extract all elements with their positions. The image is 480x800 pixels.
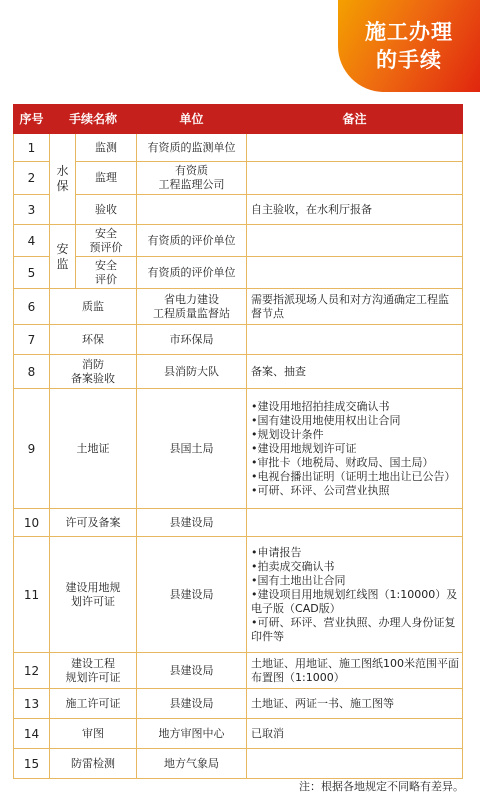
title-badge [338, 0, 480, 92]
group-water-conservation: 水 保 [50, 134, 76, 225]
row-note-list [247, 389, 463, 509]
footnote: 注：根据各地规定不同略有差异。 [299, 780, 464, 793]
list-item: •规划设计条件 [251, 427, 324, 441]
row-unit: 地方气象局 [137, 749, 247, 779]
row-name: 施工许可证 [50, 689, 137, 719]
header-index: 序号 [14, 105, 50, 134]
row-note [247, 749, 463, 779]
table-row [14, 509, 463, 537]
row-note [247, 325, 463, 355]
row-name: 环保 [50, 325, 137, 355]
row-note [247, 257, 463, 289]
row-index: 3 [14, 195, 50, 225]
row-unit: 地方审图中心 [137, 719, 247, 749]
list-item: •审批卡（地税局、财政局、国土局） [251, 455, 434, 469]
row-unit: 有资质的评价单位 [137, 257, 247, 289]
list-item: •建设用地规划许可证 [251, 441, 357, 455]
row-name: 安全 评价 [76, 257, 137, 289]
list-item: •电视台播出证明（证明土地出让已公告） [251, 469, 456, 483]
table-row [14, 389, 463, 509]
row-note: 土地证、用地证、施工图纸100米范围平面布置图（1:1000） [247, 653, 463, 689]
group-safety-supervision: 安 监 [50, 225, 76, 289]
title-line-2: 的手续 [376, 48, 442, 72]
row-note: 自主验收，在水利厅报备 [247, 195, 463, 225]
row-unit: 县国土局 [137, 389, 247, 509]
row-unit: 县建设局 [137, 689, 247, 719]
row-unit: 有资质的评价单位 [137, 225, 247, 257]
row-name: 建设工程 规划许可证 [50, 653, 137, 689]
table-row [14, 257, 463, 289]
row-name: 消防 备案验收 [50, 355, 137, 389]
list-item: •可研、环评、公司营业执照 [251, 483, 390, 497]
procedures-table [13, 104, 463, 779]
row-index: 9 [14, 389, 50, 509]
row-index: 4 [14, 225, 50, 257]
row-index: 7 [14, 325, 50, 355]
table-row [14, 225, 463, 257]
row-note [247, 134, 463, 162]
row-name: 安全 预评价 [76, 225, 137, 257]
row-name: 质监 [50, 289, 137, 325]
list-item: •可研、环评、营业执照、办理人身份证复印件等 [251, 615, 456, 643]
row-index: 1 [14, 134, 50, 162]
table-row [14, 719, 463, 749]
table-row [14, 195, 463, 225]
row-note [247, 509, 463, 537]
header-note: 备注 [247, 105, 463, 134]
row-unit [137, 195, 247, 225]
row-unit: 有资质 工程监理公司 [137, 162, 247, 195]
header-unit: 单位 [137, 105, 247, 134]
row-unit: 有资质的监测单位 [137, 134, 247, 162]
row-note [247, 162, 463, 195]
header-procedure-name: 手续名称 [50, 105, 137, 134]
row-note: 土地证、两证一书、施工图等 [247, 689, 463, 719]
list-item: •建设用地招拍挂成交确认书 [251, 399, 390, 413]
row-unit: 县建设局 [137, 509, 247, 537]
row-unit: 省电力建设 工程质量监督站 [137, 289, 247, 325]
row-note-list [247, 537, 463, 653]
row-index: 10 [14, 509, 50, 537]
row-name: 土地证 [50, 389, 137, 509]
row-index: 14 [14, 719, 50, 749]
row-note: 需要指派现场人员和对方沟通确定工程监督节点 [247, 289, 463, 325]
table-row [14, 325, 463, 355]
table-row [14, 134, 463, 162]
row-unit: 市环保局 [137, 325, 247, 355]
row-name: 许可及备案 [50, 509, 137, 537]
row-note: 备案、抽查 [247, 355, 463, 389]
table-row [14, 749, 463, 779]
row-unit: 县建设局 [137, 537, 247, 653]
table-row [14, 537, 463, 653]
row-index: 6 [14, 289, 50, 325]
table-row [14, 162, 463, 195]
row-name: 防雷检测 [50, 749, 137, 779]
row-index: 8 [14, 355, 50, 389]
row-index: 5 [14, 257, 50, 289]
row-name: 监理 [76, 162, 137, 195]
row-unit: 县建设局 [137, 653, 247, 689]
row-name: 监测 [76, 134, 137, 162]
table-row [14, 355, 463, 389]
row-index: 2 [14, 162, 50, 195]
table-header-row [14, 105, 463, 134]
title-line-1: 施工办理 [365, 20, 453, 44]
list-item: •建设项目用地规划红线图（1:10000）及电子版（CAD版） [251, 587, 458, 615]
table-row [14, 289, 463, 325]
row-note: 已取消 [247, 719, 463, 749]
row-index: 12 [14, 653, 50, 689]
row-unit: 县消防大队 [137, 355, 247, 389]
row-name: 建设用地规 划许可证 [50, 537, 137, 653]
row-name: 验收 [76, 195, 137, 225]
row-index: 11 [14, 537, 50, 653]
row-index: 15 [14, 749, 50, 779]
table-row [14, 653, 463, 689]
row-name: 审图 [50, 719, 137, 749]
list-item: •国有土地出让合同 [251, 573, 346, 587]
list-item: •拍卖成交确认书 [251, 559, 335, 573]
list-item: •申请报告 [251, 545, 302, 559]
row-index: 13 [14, 689, 50, 719]
list-item: •国有建设用地使用权出让合同 [251, 413, 401, 427]
table-row [14, 689, 463, 719]
row-note [247, 225, 463, 257]
